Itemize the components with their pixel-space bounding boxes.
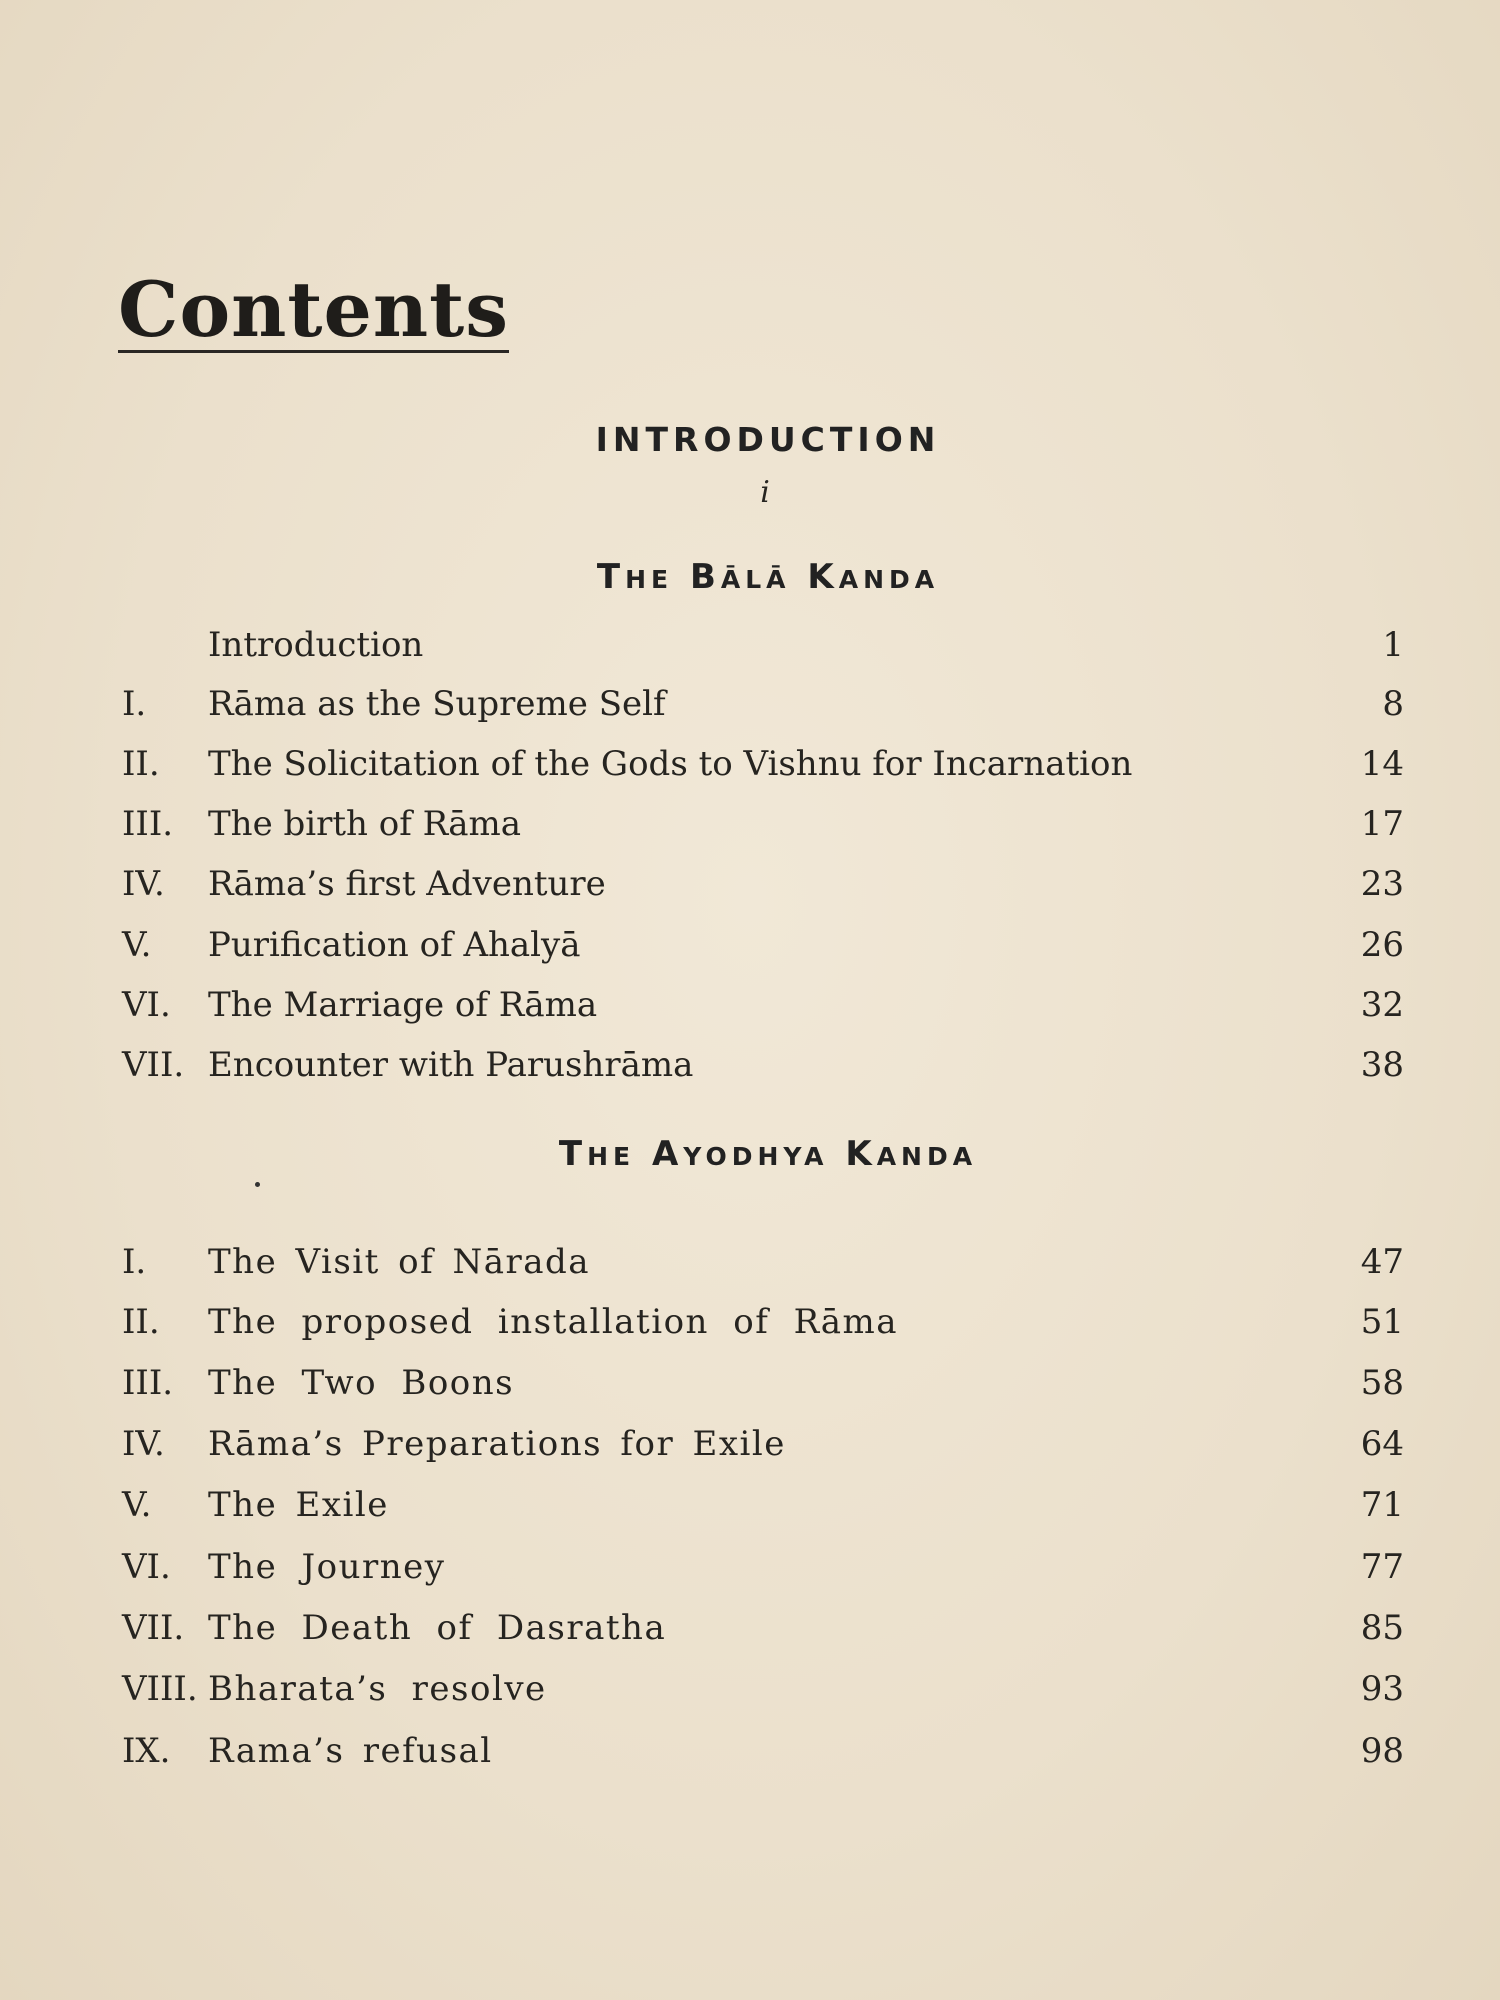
entry-title: Rāma’s Preparations for Exile bbox=[208, 1424, 786, 1464]
entry-page: 47 bbox=[1360, 1242, 1404, 1282]
toc-entry bbox=[0, 920, 1500, 970]
heading-word-kanda-initial: K bbox=[807, 557, 839, 597]
entry-number: VI. bbox=[122, 1547, 171, 1587]
entry-page: 38 bbox=[1360, 1045, 1404, 1085]
entry-number: IV. bbox=[122, 1424, 165, 1464]
toc-entry bbox=[0, 1419, 1500, 1469]
entry-number: IV. bbox=[122, 864, 165, 904]
toc-entry bbox=[0, 1664, 1500, 1714]
toc-entry bbox=[0, 1297, 1500, 1347]
toc-entry bbox=[0, 799, 1500, 849]
introduction-heading: INTRODUCTION bbox=[595, 420, 941, 459]
page-title: Contents bbox=[118, 265, 510, 354]
entry-number: II. bbox=[122, 1302, 160, 1342]
toc-entry bbox=[0, 1358, 1500, 1408]
bala-kanda-heading bbox=[0, 557, 1500, 597]
entry-number: II. bbox=[122, 744, 160, 784]
toc-entry bbox=[0, 1542, 1500, 1592]
toc-entry bbox=[0, 1480, 1500, 1530]
heading-word-bala-rest: ĀLĀ bbox=[720, 565, 791, 594]
toc-entry bbox=[0, 1603, 1500, 1653]
entry-title: Rama’s refusal bbox=[208, 1731, 493, 1771]
ayodhya-kanda-heading bbox=[0, 1134, 1500, 1174]
entry-page: 71 bbox=[1360, 1485, 1404, 1525]
toc-entry bbox=[0, 980, 1500, 1030]
entry-number: VII. bbox=[122, 1045, 185, 1085]
entry-title: Introduction bbox=[208, 625, 424, 665]
entry-page: 58 bbox=[1360, 1363, 1404, 1403]
entry-title: The Journey bbox=[208, 1547, 446, 1587]
entry-title: Encounter with Parushrāma bbox=[208, 1045, 694, 1085]
toc-entry bbox=[0, 620, 1500, 670]
toc-entry bbox=[0, 1237, 1500, 1287]
entry-number: I. bbox=[122, 1242, 147, 1282]
entry-title: The Visit of Nārada bbox=[208, 1242, 591, 1282]
entry-page: 14 bbox=[1360, 744, 1404, 784]
heading-word-ayodhya-rest: YODHYA bbox=[683, 1142, 829, 1171]
entry-number: I. bbox=[122, 684, 147, 724]
entry-title: The Death of Dasratha bbox=[208, 1608, 667, 1648]
introduction-page-number: i bbox=[760, 475, 770, 510]
heading-word-the-initial: T bbox=[596, 557, 626, 597]
entry-page: 23 bbox=[1360, 864, 1404, 904]
entry-page: 98 bbox=[1360, 1731, 1404, 1771]
toc-entry bbox=[0, 679, 1500, 729]
entry-page: 32 bbox=[1360, 985, 1404, 1025]
entry-title: The Solicitation of the Gods to Vishnu for Incarnation bbox=[208, 744, 1133, 784]
entry-title: The Marriage of Rāma bbox=[208, 985, 598, 1025]
entry-title: Rāma’s first Adventure bbox=[208, 864, 606, 904]
entry-title: The Two Boons bbox=[208, 1363, 515, 1403]
entry-title: The Exile bbox=[208, 1485, 389, 1525]
entry-number: VI. bbox=[122, 985, 171, 1025]
toc-entry bbox=[0, 739, 1500, 789]
entry-title: Rāma as the Supreme Self bbox=[208, 684, 666, 724]
entry-page: 1 bbox=[1382, 625, 1404, 665]
entry-page: 77 bbox=[1360, 1547, 1404, 1587]
entry-number: VII. bbox=[122, 1608, 185, 1648]
heading-word-kanda-rest: ANDA bbox=[876, 1142, 978, 1171]
heading-word-bala-initial: B bbox=[689, 557, 721, 597]
entry-number: IX. bbox=[122, 1731, 171, 1771]
toc-entry bbox=[0, 859, 1500, 909]
entry-number: V. bbox=[122, 1485, 152, 1525]
heading-word-the-rest: HE bbox=[625, 565, 674, 594]
entry-title: Purification of Ahalyā bbox=[208, 925, 581, 965]
entry-title: The birth of Rāma bbox=[208, 804, 522, 844]
heading-word-ayodhya-initial: A bbox=[651, 1134, 684, 1174]
entry-title: Bharata’s resolve bbox=[208, 1669, 547, 1709]
entry-page: 51 bbox=[1360, 1302, 1404, 1342]
entry-title: The proposed installation of Rāma bbox=[208, 1302, 898, 1342]
entry-page: 93 bbox=[1360, 1669, 1404, 1709]
entry-page: 64 bbox=[1360, 1424, 1404, 1464]
entry-number: VIII. bbox=[122, 1669, 198, 1709]
entry-page: 85 bbox=[1360, 1608, 1404, 1648]
heading-word-kanda-initial: K bbox=[845, 1134, 877, 1174]
entry-number: III. bbox=[122, 804, 174, 844]
entry-page: 17 bbox=[1360, 804, 1404, 844]
heading-word-the-rest: HE bbox=[587, 1142, 636, 1171]
toc-entry bbox=[0, 1040, 1500, 1090]
toc-entry bbox=[0, 1726, 1500, 1776]
heading-word-kanda-rest: ANDA bbox=[838, 565, 940, 594]
ink-speck bbox=[255, 1182, 260, 1187]
entry-number: V. bbox=[122, 925, 152, 965]
entry-page: 26 bbox=[1360, 925, 1404, 965]
heading-word-the-initial: T bbox=[558, 1134, 588, 1174]
entry-page: 8 bbox=[1382, 684, 1404, 724]
entry-number: III. bbox=[122, 1363, 174, 1403]
